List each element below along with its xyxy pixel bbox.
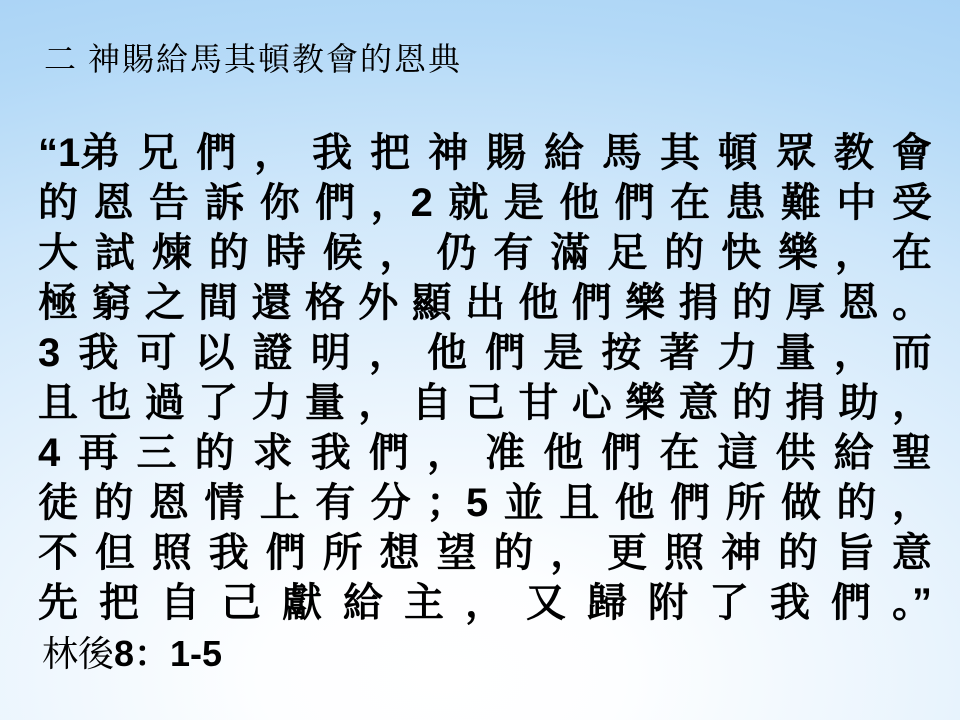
scripture-token: 試 bbox=[94, 231, 135, 275]
scripture-token: 樂 bbox=[777, 231, 818, 275]
scripture-token: 們 bbox=[368, 431, 409, 475]
scripture-token: 旨 bbox=[834, 531, 875, 575]
scripture-token: 他 bbox=[543, 431, 584, 475]
scripture-token: ， bbox=[465, 581, 505, 625]
scripture-token: 力 bbox=[717, 331, 758, 375]
scripture-token: 就 bbox=[448, 181, 489, 225]
citation-book: 林後 bbox=[42, 634, 115, 674]
scripture-token: 恩 bbox=[148, 481, 189, 525]
scripture-token: 間 bbox=[198, 281, 239, 325]
scripture-token: 捐 bbox=[678, 281, 719, 325]
scripture-token: 時 bbox=[265, 231, 306, 275]
scripture-token: 自 bbox=[160, 581, 200, 625]
scripture-token: 而 bbox=[891, 331, 932, 375]
scripture-token: 賜 bbox=[486, 131, 527, 175]
scripture-token: 歸 bbox=[587, 581, 627, 625]
scripture-token: 會 bbox=[891, 131, 932, 175]
scripture-token: 附 bbox=[648, 581, 688, 625]
scripture-token: ， bbox=[379, 231, 420, 275]
scripture-token: 們 bbox=[614, 181, 655, 225]
scripture-line-8 bbox=[38, 478, 932, 528]
scripture-token: 這 bbox=[717, 431, 758, 475]
scripture-token: 想 bbox=[379, 531, 420, 575]
scripture-token: 窮 bbox=[91, 281, 132, 325]
scripture-token: 了 bbox=[198, 381, 239, 425]
scripture-token: 在 bbox=[670, 181, 711, 225]
scripture-token: ， bbox=[833, 331, 874, 375]
scripture-token: 捐 bbox=[785, 381, 826, 425]
scripture-token: 們 bbox=[601, 431, 642, 475]
scripture-token: 獻 bbox=[282, 581, 322, 625]
scripture-token: 的 bbox=[194, 431, 235, 475]
scripture-token: 照 bbox=[151, 531, 192, 575]
scripture-token: 意 bbox=[678, 381, 719, 425]
scripture-token: 是 bbox=[543, 331, 584, 375]
scripture-token: 先 bbox=[38, 581, 78, 625]
scripture-token: 馬 bbox=[601, 131, 642, 175]
scripture-token: 的 bbox=[93, 481, 134, 525]
scripture-token: 望 bbox=[436, 531, 477, 575]
scripture-token: 不 bbox=[38, 531, 78, 575]
scripture-token: 以 bbox=[194, 331, 235, 375]
scripture-token: 頓 bbox=[717, 131, 758, 175]
scripture-token: 情 bbox=[204, 481, 245, 525]
scripture-token: ， bbox=[891, 481, 932, 525]
scripture-token: 有 bbox=[315, 481, 356, 525]
scripture-token: “1弟 bbox=[38, 131, 121, 175]
scripture-token: 顯 bbox=[411, 281, 452, 325]
scripture-token: 己 bbox=[221, 581, 261, 625]
scripture-token: 仍 bbox=[436, 231, 477, 275]
scripture-token: 中 bbox=[836, 181, 877, 225]
scripture-token: 了 bbox=[709, 581, 749, 625]
scripture-line-3 bbox=[38, 228, 932, 278]
citation-verses: 8：1-5 bbox=[114, 633, 223, 674]
scripture-token: ， bbox=[358, 381, 399, 425]
scripture-token: 告 bbox=[148, 181, 189, 225]
scripture-line-10 bbox=[38, 578, 932, 628]
scripture-token: 也 bbox=[91, 381, 132, 425]
scripture-token: 我 bbox=[310, 431, 351, 475]
scripture-token: 己 bbox=[465, 381, 505, 425]
scripture-token: 足 bbox=[607, 231, 648, 275]
scripture-token: 徒 bbox=[38, 481, 78, 525]
scripture-token: 他 bbox=[559, 181, 600, 225]
scripture-token: 所 bbox=[322, 531, 363, 575]
scripture-token: 自 bbox=[411, 381, 452, 425]
scripture-token: 。 bbox=[892, 281, 932, 325]
scripture-token: 明 bbox=[310, 331, 351, 375]
scripture-token: 把 bbox=[370, 131, 411, 175]
scripture-token: 分 bbox=[370, 481, 411, 525]
scripture-token: 過 bbox=[144, 381, 185, 425]
scripture-token: 他 bbox=[518, 281, 559, 325]
scripture-token: 心 bbox=[571, 381, 612, 425]
scripture-token: 我 bbox=[770, 581, 810, 625]
scripture-token: 做 bbox=[780, 481, 821, 525]
scripture-token: 並 bbox=[503, 481, 544, 525]
scripture-token: 還 bbox=[251, 281, 292, 325]
scripture-token: 准 bbox=[485, 431, 526, 475]
scripture-token: 甘 bbox=[518, 381, 559, 425]
scripture-token: 我 bbox=[312, 131, 353, 175]
scripture-citation bbox=[42, 630, 222, 678]
scripture-token: 們 bbox=[315, 181, 356, 225]
scripture-token: 按 bbox=[601, 331, 642, 375]
scripture-token: 煉 bbox=[151, 231, 192, 275]
scripture-line-5 bbox=[38, 328, 932, 378]
scripture-token: 聖 bbox=[891, 431, 932, 475]
scripture-token: 的 bbox=[731, 381, 772, 425]
scripture-token: 的 bbox=[38, 181, 78, 225]
scripture-token: ， bbox=[550, 531, 591, 575]
scripture-token: ；5 bbox=[426, 481, 489, 525]
scripture-token: 的 bbox=[208, 231, 249, 275]
scripture-token: 求 bbox=[252, 431, 293, 475]
scripture-line-4 bbox=[38, 278, 932, 328]
scripture-token: 。” bbox=[892, 581, 932, 625]
scripture-token: 們 bbox=[265, 531, 306, 575]
scripture-token: 眾 bbox=[775, 131, 816, 175]
scripture-token: 們 bbox=[831, 581, 871, 625]
scripture-token: 們 bbox=[196, 131, 237, 175]
scripture-token: 的 bbox=[731, 281, 772, 325]
scripture-token: 三 bbox=[136, 431, 177, 475]
scripture-token: 格 bbox=[304, 281, 345, 325]
scripture-token: 又 bbox=[526, 581, 566, 625]
scripture-token: 你 bbox=[259, 181, 300, 225]
slide-title: 二 神賜給馬其頓教會的恩典 bbox=[44, 41, 463, 77]
scripture-token: 的 bbox=[836, 481, 877, 525]
scripture-token: 我 bbox=[208, 531, 249, 575]
scripture-token: 他 bbox=[427, 331, 468, 375]
scripture-token: 給 bbox=[833, 431, 874, 475]
scripture-text-block bbox=[38, 128, 932, 628]
scripture-token: 恩 bbox=[838, 281, 879, 325]
scripture-token: 供 bbox=[775, 431, 816, 475]
scripture-token: 滿 bbox=[550, 231, 591, 275]
scripture-token: 之 bbox=[144, 281, 185, 325]
scripture-token: 力 bbox=[251, 381, 292, 425]
scripture-token: 們 bbox=[485, 331, 526, 375]
scripture-token: 意 bbox=[891, 531, 932, 575]
scripture-token: 主 bbox=[404, 581, 444, 625]
scripture-token: 是 bbox=[503, 181, 544, 225]
scripture-token: 更 bbox=[607, 531, 648, 575]
scripture-token: 神 bbox=[428, 131, 469, 175]
scripture-token: 給 bbox=[343, 581, 383, 625]
scripture-token: 樂 bbox=[625, 381, 666, 425]
scripture-line-9 bbox=[38, 528, 932, 578]
scripture-token: 可 bbox=[136, 331, 177, 375]
scripture-line-6 bbox=[38, 378, 932, 428]
scripture-token: 著 bbox=[659, 331, 700, 375]
scripture-token: 的 bbox=[777, 531, 818, 575]
scripture-token: 上 bbox=[259, 481, 300, 525]
scripture-line-2 bbox=[38, 178, 932, 228]
scripture-token: 其 bbox=[659, 131, 700, 175]
scripture-token: ， bbox=[834, 231, 875, 275]
scripture-token: 恩 bbox=[93, 181, 134, 225]
scripture-token: ， bbox=[427, 431, 468, 475]
scripture-token: 患 bbox=[725, 181, 766, 225]
scripture-token: ， bbox=[254, 131, 295, 175]
scripture-token: 難 bbox=[780, 181, 821, 225]
scripture-token: 3 bbox=[38, 331, 61, 375]
scripture-token: 量 bbox=[304, 381, 345, 425]
scripture-token: ， bbox=[892, 381, 932, 425]
scripture-token: 我 bbox=[78, 331, 119, 375]
scripture-token: 量 bbox=[775, 331, 816, 375]
scripture-token: 們 bbox=[670, 481, 711, 525]
scripture-token: 且 bbox=[38, 381, 78, 425]
scripture-token: 但 bbox=[94, 531, 135, 575]
scripture-token: 出 bbox=[465, 281, 505, 325]
scripture-token: 4 bbox=[38, 431, 61, 475]
scripture-token: 候 bbox=[322, 231, 363, 275]
scripture-token: 兄 bbox=[138, 131, 179, 175]
scripture-token: 證 bbox=[252, 331, 293, 375]
scripture-token: 把 bbox=[99, 581, 139, 625]
scripture-token: 在 bbox=[659, 431, 700, 475]
scripture-token: 訴 bbox=[204, 181, 245, 225]
scripture-token: 再 bbox=[78, 431, 119, 475]
scripture-token: 照 bbox=[664, 531, 705, 575]
scripture-token: 且 bbox=[559, 481, 600, 525]
scripture-line-7 bbox=[38, 428, 932, 478]
scripture-token: 在 bbox=[891, 231, 932, 275]
scripture-line-1 bbox=[38, 128, 932, 178]
scripture-token: 所 bbox=[725, 481, 766, 525]
scripture-token: 神 bbox=[721, 531, 762, 575]
scripture-token: 的 bbox=[664, 231, 705, 275]
scripture-token: 他 bbox=[614, 481, 655, 525]
scripture-token: 樂 bbox=[625, 281, 666, 325]
scripture-token: 教 bbox=[833, 131, 874, 175]
scripture-token: 受 bbox=[891, 181, 932, 225]
scripture-token: ，2 bbox=[370, 181, 433, 225]
scripture-token: 的 bbox=[493, 531, 534, 575]
scripture-token: 大 bbox=[38, 231, 78, 275]
scripture-token: 厚 bbox=[785, 281, 826, 325]
scripture-token: 極 bbox=[38, 281, 78, 325]
scripture-token: 助 bbox=[838, 381, 879, 425]
scripture-token: 快 bbox=[721, 231, 762, 275]
scripture-token: ， bbox=[368, 331, 409, 375]
scripture-token: 有 bbox=[493, 231, 534, 275]
scripture-token: 外 bbox=[358, 281, 399, 325]
scripture-token: 們 bbox=[571, 281, 612, 325]
scripture-token: 給 bbox=[544, 131, 584, 175]
